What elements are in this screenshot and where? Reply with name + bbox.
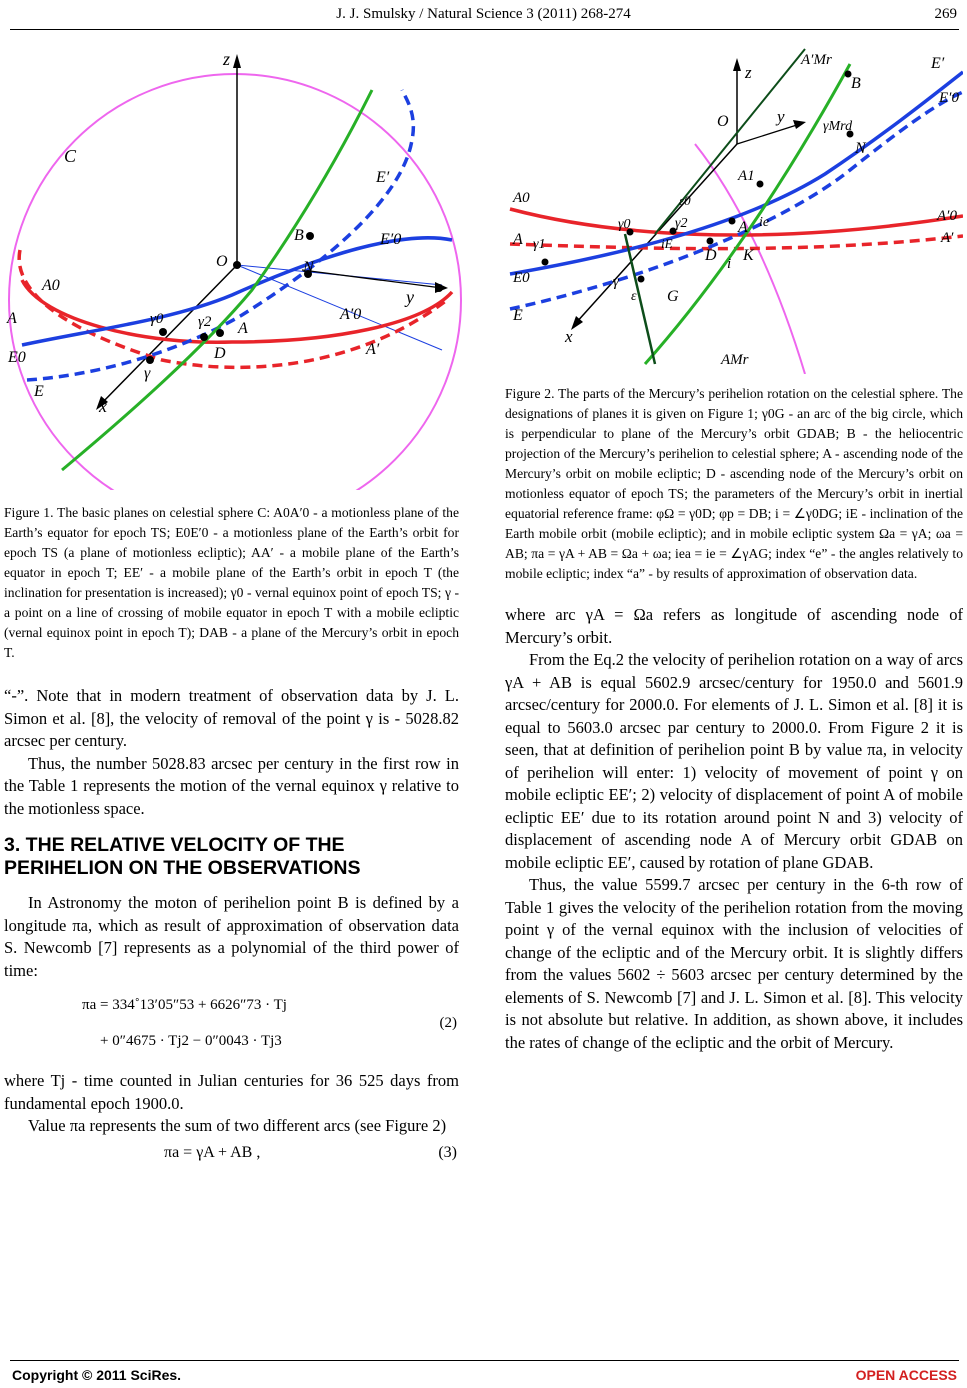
page-footer (0, 1360, 967, 1386)
label-e0-prime: E′0 (380, 231, 402, 248)
label-ie-big: iE (661, 236, 673, 251)
label-z: z (745, 63, 752, 82)
label-b: B (294, 227, 304, 244)
label-y: y (406, 287, 414, 307)
eq3-body: πa = γA + AB , (164, 1143, 261, 1161)
label-y: y (777, 107, 785, 126)
label-n: N (303, 259, 314, 276)
y-axis-blk (302, 270, 442, 288)
label-a0: A0 (513, 190, 530, 206)
y-arrow (793, 120, 806, 129)
point-a (729, 218, 736, 225)
left-paragraph-4: where Tj - time counted in Julian centuries for 36 525 days from fundamental epoch 1900.0. (4, 1071, 459, 1113)
figure-1-caption: Figure 1. The basic planes on celestial sphere C: A0A′0 - a motionless plane of the Earth’s equator for epoch TS; E0E′0 - a motionless plane of the Earth’s orbit for epoch TS (a plane of motionless ecliptic); AA′ - a mobile plane of the Earth’s equator in epoch T; EE′ - a mobile plane of the Earth’s orbit in epoch T (the inclination for presentation is increased); γ0 - vernal equinox point of epoch TS; γ - a point on a line of crossing of mobile equator in epoch T with a mobile ecliptic (vernal equinox point in epoch T); DAB - a plane of the Mercury’s orbit in epoch T. (4, 505, 459, 660)
label-gamma: γ (613, 274, 619, 290)
label-b: B (851, 75, 861, 92)
label-d: D (705, 247, 717, 264)
point-gamma0 (159, 328, 167, 336)
figure-1 (2, 30, 470, 490)
right-paragraph-3: Thus, the value 5599.7 arcsec per century in the 6-th row of Table 1 gives the velocity of the perihelion rotation from the moving point γ of the vernal equinox with the inclusion of velocities of change of the ecliptic and of the Mercury orbit. It is slightly differs from the values 5602 ÷ 5603 arcsec per century determined by the elements of S. Newcomb [7] and J. L. Simon et al. [8]. This velocity is not absolute but relative. In addition, as shown above, it includes the rates of change of the ecliptic and the orbit of Mercury. (505, 875, 963, 1052)
label-e0: E0 (8, 349, 26, 366)
point-b (306, 232, 314, 240)
label-gamma: γ (144, 365, 151, 382)
label-k: K (743, 247, 754, 264)
label-ie: ie (759, 215, 770, 230)
mercury-orbit (62, 90, 372, 470)
copyright: Copyright © 2011 SciRes. (12, 1367, 182, 1383)
label-a-mr: AMr (721, 352, 749, 368)
z-arrow (733, 58, 741, 71)
label-i: i (727, 256, 732, 272)
label-gamma1: γ1 (533, 237, 546, 252)
right-column (505, 384, 963, 1054)
point-gamma2 (200, 333, 208, 341)
label-a-mid: A (238, 320, 248, 337)
eq2-line-2: + 0″4675 · Tj2 − 0″0043 · Tj3 (100, 1033, 282, 1049)
label-eps: ε (631, 289, 637, 304)
label-a0-prime: A′0 (340, 306, 362, 323)
point-o (233, 261, 241, 269)
label-x: x (99, 396, 107, 416)
label-d: D (214, 345, 226, 362)
equator-fixed (510, 209, 963, 235)
open-access-link[interactable]: OPEN ACCESS (855, 1367, 957, 1383)
left-column (4, 503, 459, 1168)
label-c: C (64, 146, 77, 166)
equator-mobile (19, 250, 447, 367)
label-e: E (513, 307, 523, 324)
equation-2 (4, 994, 459, 1064)
label-gamma0: γ0 (150, 311, 164, 327)
perpendicular-arc (625, 234, 655, 364)
label-o: O (216, 253, 228, 270)
point-a1 (757, 181, 764, 188)
figure-2-caption: Figure 2. The parts of the Mercury’s perihelion rotation on the celestial sphere. The designations of planes it is given on Figure 1; γ0G - an arc of the big circle, which is perpendicular to plane of the Mercury’s orbit GDAB; B - the heliocentric projection of the Mercury’s perihelion to celestial sphere; A - ascending node of the Mercury’s orbit on mobile ecliptic; D - ascending node of the Mercury’s orbit on motionless equator of epoch TS; the parameters of the Mercury’s orbit in inertial equatorial reference frame: φΩ = γ0D; φp = DB; i = ∠γ0DG; iE - inclination of the Earth mobile orbit (mobile ecliptic); and in mobile ecliptic system Ωa = γA; ωa = AB; πa = γA + AB = Ωa + ωa; iea = ie = ∠γAG; index “e” - the angles relatively to mobile ecliptic; index “a” - by results of approximation of observation data. (505, 386, 963, 581)
left-paragraph-3: In Astronomy the moton of perihelion point B is defined by a longitude πa, which as result of approximation of observation data S. Newcomb [7] represents as a polynomial of the third power of time: (4, 893, 459, 980)
point-gamma1 (542, 259, 549, 266)
page-header (0, 4, 967, 26)
right-paragraph-2: From the Eq.2 the velocity of perihelion rotation on a way of arcs γA + AB is equal 5602.9 arcsec/century for 1950.0 and 5601.9 arcsec/century for 2000.0. For elements of J. L. Simon et al. [8] it is equal to 5603.0 arcsec par century to 2000.0. From Figure 2 it is seen, that at definition of perihelion point B by value πa, in velocity of perihelion will enter: 1) velocity of movement of point γ on mobile ecliptic EE′; 2) velocity of displacement of point A of mobile ecliptic EE′ due to its rotation around point N and 3) velocity of displacement of ascending node A of Mercury orbit GDAB on mobile ecliptic EE′, caused by rotation of plane GDAB. (505, 650, 963, 872)
x-axis (100, 265, 237, 405)
eq3-number: (3) (438, 1143, 457, 1161)
label-a-mid: A (738, 219, 748, 236)
z-arrow (233, 54, 241, 68)
point-gamma (638, 276, 645, 283)
label-eps0: ε0 (679, 193, 691, 208)
label-a0: A0 (42, 277, 60, 294)
label-x: x (565, 327, 573, 346)
label-a: A (7, 310, 17, 327)
running-title: J. J. Smulsky / Natural Science 3 (2011) 268-274 (336, 6, 631, 22)
label-o: O (717, 113, 729, 130)
label-a: A (513, 231, 523, 248)
label-g: G (667, 288, 679, 305)
label-e0-prime: E′0 (939, 90, 959, 106)
point-a (216, 329, 224, 337)
label-gamma-mrd: γMrd (823, 119, 853, 134)
label-a-prime: A′ (366, 341, 380, 358)
label-a-prime: A′ (941, 230, 954, 246)
label-gamma2: γ2 (198, 314, 212, 330)
label-z: z (223, 49, 231, 69)
footer-rule (10, 1360, 959, 1361)
label-a1: A1 (738, 168, 755, 184)
y-axis (737, 124, 800, 144)
right-paragraph-1: where arc γA = Ωa refers as longitude of ascending node of Mercury’s orbit. (505, 605, 963, 647)
point-y (435, 284, 443, 292)
left-paragraph-1: “-”. Note that in modern treatment of observation data by J. L. Simon et al. [8], the velocity of removal of the point γ is - 5028.82 arcsec per century. (4, 686, 459, 750)
point-d (707, 238, 714, 245)
label-gamma2: γ2 (675, 216, 688, 231)
section-heading: 3. THE RELATIVE VELOCITY OF THE PERIHELION ON THE OBSERVATIONS (4, 834, 361, 879)
label-a0-prime: A′0 (937, 208, 957, 224)
label-e0: E0 (513, 270, 530, 286)
label-gamma0: γ0 (618, 217, 631, 232)
equation-3 (4, 1138, 459, 1168)
label-n: N (855, 140, 866, 157)
eq2-number: (2) (439, 1015, 457, 1031)
eq2-line-1: πa = 334˚13′05″53 + 6626″73 · Tj (82, 997, 287, 1013)
label-e: E (34, 383, 44, 400)
label-a-mr-prime: A′Mr (801, 52, 832, 68)
label-e-prime: E′ (931, 55, 945, 72)
page-number: 269 (934, 6, 957, 22)
dark-line (655, 49, 805, 234)
point-gamma (146, 356, 154, 364)
left-paragraph-2: Thus, the number 5028.83 arcsec per century in the first row in the Table 1 represents the motion of the vernal equinox γ relative to the motionless space. (4, 753, 459, 818)
figure-2 (505, 34, 963, 374)
left-paragraph-5: Value πa represents the sum of two different arcs (see Figure 2) (28, 1116, 447, 1135)
label-e-prime: E′ (376, 169, 390, 186)
